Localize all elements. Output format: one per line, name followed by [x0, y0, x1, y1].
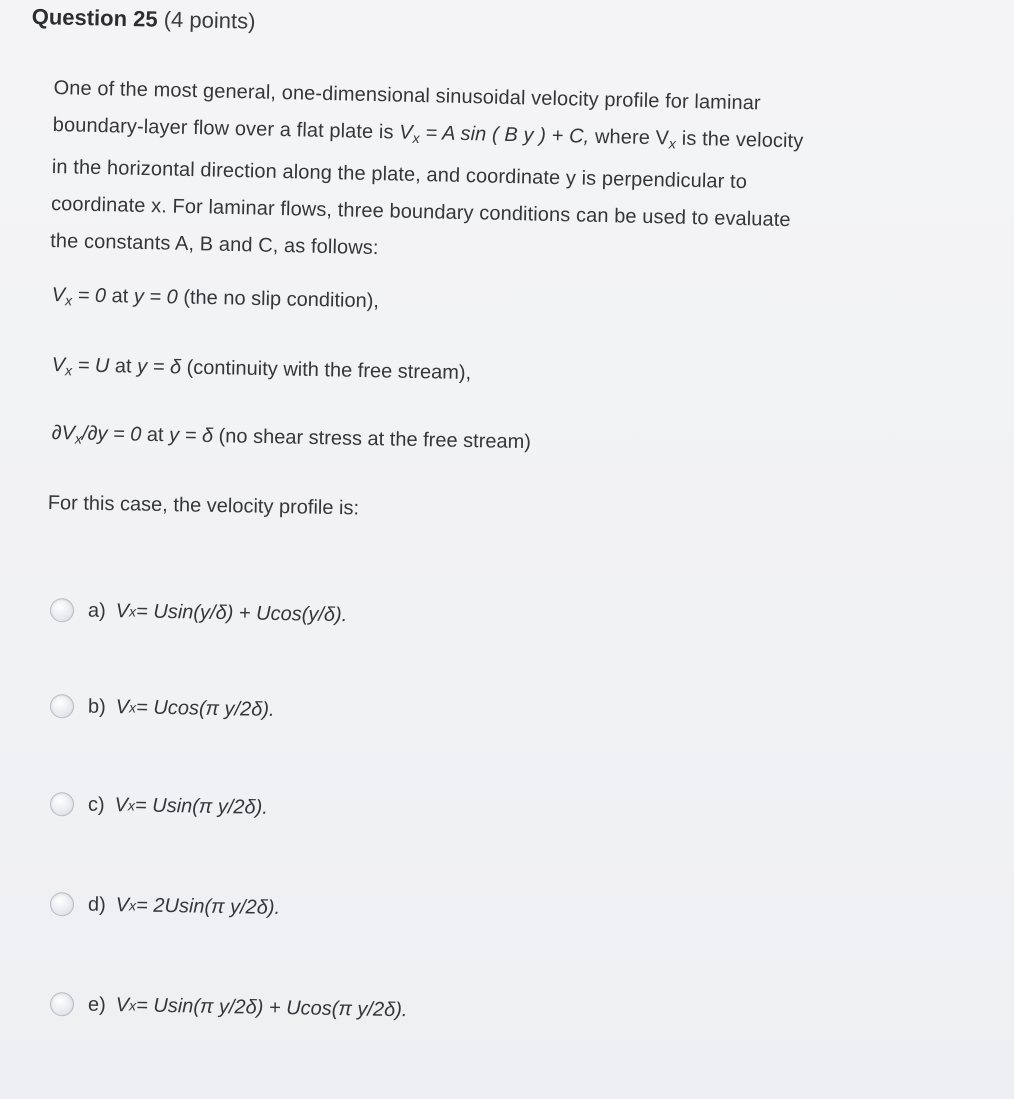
option-c-sub: x [127, 797, 136, 814]
condition-2-note: (continuity with the free stream), [180, 356, 472, 385]
option-a-lhs: V [115, 599, 130, 622]
condition-3 [52, 422, 532, 455]
question-points: (4 points) [163, 6, 256, 34]
condition-1-at: at [105, 285, 135, 308]
option-b[interactable] [50, 694, 275, 722]
option-a-radio[interactable] [50, 598, 74, 622]
option-d-radio[interactable] [50, 892, 74, 916]
question-intro [50, 70, 964, 280]
option-a-letter: a) [87, 599, 106, 622]
option-a-expr: = Usin(y/δ) + Ucos(y/δ). [135, 600, 348, 626]
option-d-sub: x [128, 897, 137, 914]
condition-3-sub: x [74, 430, 83, 447]
option-e-lhs: V [115, 993, 130, 1016]
question-title: Question 25 [31, 4, 158, 32]
option-a-sub: x [128, 603, 137, 620]
condition-3-y: y = δ [168, 424, 214, 448]
intro-where-sub: x [668, 135, 677, 152]
condition-3-lhs: ∂V [51, 422, 76, 445]
option-b-radio[interactable] [50, 694, 74, 718]
option-b-expr: = Ucos(π y/2δ). [135, 696, 275, 721]
option-c[interactable] [50, 792, 268, 820]
condition-1 [52, 284, 380, 314]
intro-line-2-text: boundary-layer flow over a flat plate is [52, 113, 394, 144]
condition-2-sub: x [64, 362, 73, 379]
condition-2-lhs: V [51, 354, 66, 377]
option-d[interactable] [50, 892, 281, 920]
condition-1-sub: x [64, 292, 73, 309]
question-prompt: For this case, the velocity profile is: [47, 492, 360, 520]
option-e-letter: e) [87, 993, 106, 1016]
option-e-radio[interactable] [50, 992, 74, 1016]
option-b-letter: b) [87, 695, 106, 718]
intro-line-5: the constants A, B and C, as follows: [50, 229, 379, 260]
option-c-expr: = Usin(π y/2δ). [134, 793, 269, 819]
condition-2-y: y = δ [136, 355, 182, 379]
condition-1-lhs: V [51, 284, 66, 307]
option-a[interactable] [50, 598, 348, 627]
condition-2-at: at [109, 355, 138, 378]
intro-line-3: in the horizontal direction along the plate, and coordinate y is perpendicular to [51, 155, 748, 194]
intro-eq-sub: x [412, 129, 420, 146]
option-d-expr: = 2Usin(π y/2δ). [135, 894, 281, 919]
intro-eq-lhs: V [398, 121, 413, 144]
option-b-lhs: V [115, 695, 130, 718]
intro-line-4: coordinate x. For laminar flows, three boundary conditions can be used to evaluate [50, 192, 791, 232]
option-c-lhs: V [114, 793, 129, 816]
condition-1-y: y = 0 [133, 285, 178, 309]
intro-line-1: One of the most general, one-dimensional sinusoidal velocity profile for laminar [53, 76, 761, 115]
condition-2 [52, 354, 472, 386]
condition-3-note: (no shear stress at the free stream) [212, 425, 532, 454]
intro-where: where V [589, 125, 670, 150]
condition-1-note: (the no slip condition), [177, 286, 380, 313]
intro-tail: is the velocity [675, 127, 804, 153]
condition-1-eq: = 0 [71, 284, 107, 308]
option-e-expr: = Usin(π y/2δ) + Ucos(π y/2δ). [135, 994, 408, 1021]
condition-3-eq: /∂y = 0 [81, 422, 142, 446]
option-c-radio[interactable] [50, 792, 74, 816]
condition-2-eq: = U [71, 354, 110, 378]
intro-eq [399, 122, 590, 148]
option-c-letter: c) [87, 793, 105, 816]
intro-eq-rhs: = A sin ( B y ) + C, [419, 121, 590, 148]
option-d-lhs: V [115, 893, 130, 916]
option-e[interactable] [50, 992, 408, 1022]
option-e-sub: x [128, 997, 137, 1014]
option-b-sub: x [128, 699, 137, 716]
condition-3-at: at [141, 423, 170, 447]
option-d-letter: d) [87, 893, 106, 916]
question-header [31, 4, 255, 35]
